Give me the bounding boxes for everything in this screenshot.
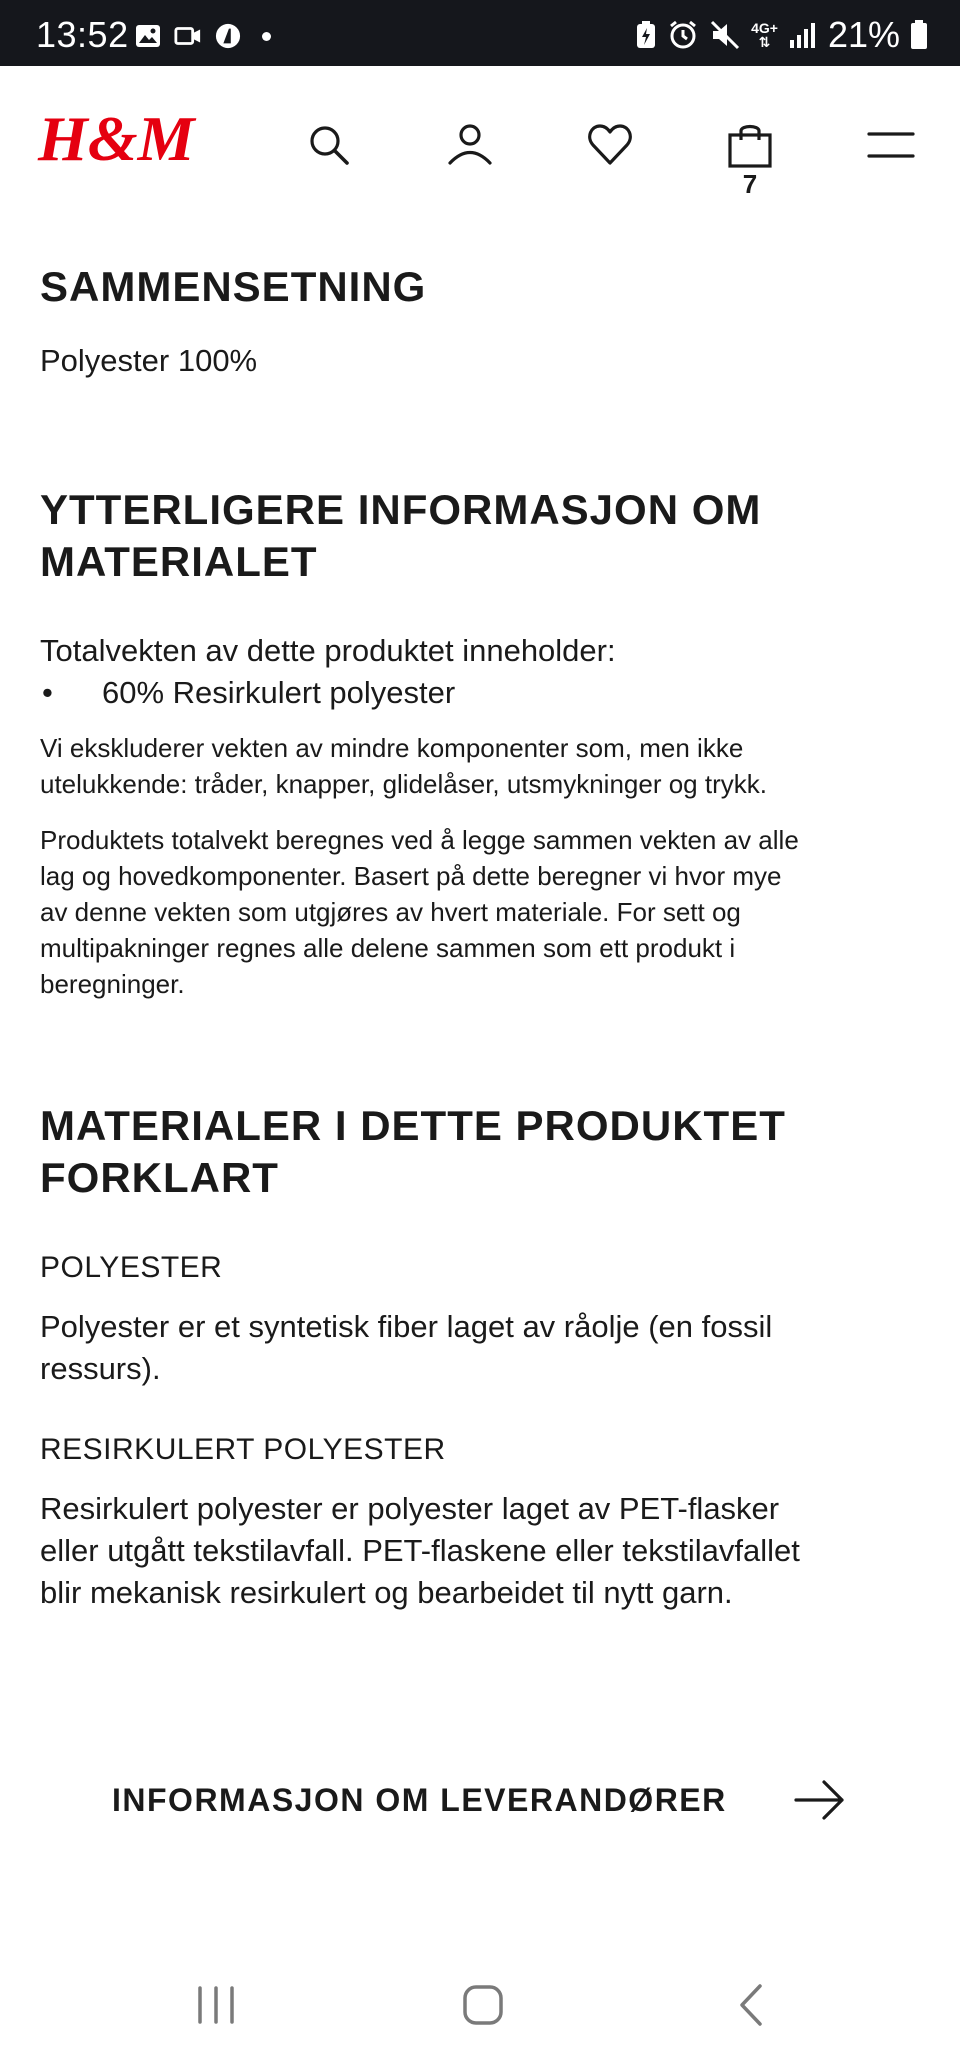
signal-icon [788,20,818,50]
recent-apps-icon[interactable] [186,1976,246,2036]
network-type: 4G+ ⇅ [751,20,778,50]
gallery-icon [134,23,162,49]
bag-icon[interactable] [725,120,775,170]
materials-explained-heading: MATERIALER I DETTE PRODUKTET FORKLART [40,1102,786,1201]
material-percentage: 60% Resirkulert polyester [102,675,456,710]
composition-value: Polyester 100% [40,343,258,378]
material-calculation-note: Produktets totalvekt beregnes ved å legge sammen vekten av alle lag og hovedkomponenter. Basert på dette beregner vi hvor mye av denne vekten som utgjøres av hvert materiale. For sett og multipakninger regnes alle delene sammen som ett produkt i beregninger. [40,825,799,999]
material-info-intro: Totalvekten av dette produktet inneholder: [40,633,616,668]
home-icon[interactable] [453,1976,513,2036]
bullet-symbol: • [42,675,53,710]
battery-percentage: 21% [827,14,900,55]
svg-text:H&M: H&M [38,103,195,174]
supplier-info-link[interactable] [112,1770,848,1830]
material-name-recycled-polyester: RESIRKULERT POLYESTER [40,1433,446,1466]
material-description-recycled-polyester: Resirkulert polyester er polyester laget av PET-flasker eller utgått tekstilavfall. PET-flaskene eller tekstilavfallet blir mekanisk resirkulert og bearbeidet til nytt garn. [40,1491,800,1610]
heart-icon[interactable] [585,120,635,170]
account-icon[interactable] [445,120,495,170]
material-description-polyester: Polyester er et syntetisk fiber laget av råolje (en fossil ressurs). [40,1309,773,1386]
material-exclusion-note: Vi ekskluderer vekten av mindre komponenter som, men ikke utelukkende: tråder, knapper, glidelåser, utsmykninger og trykk. [40,733,767,799]
search-icon[interactable] [304,120,354,170]
hm-logo[interactable] [38,103,195,174]
arrow-right-icon [792,1772,848,1828]
supplier-info-label: INFORMASJON OM LEVERANDØRER [112,1781,727,1818]
app-notification-icon [214,23,242,49]
mute-icon [709,19,741,51]
video-call-icon [174,23,202,49]
alarm-icon [667,19,699,51]
composition-heading: SAMMENSETNING [40,263,427,310]
list-item [40,672,920,714]
site-header [0,66,960,206]
product-materials-content [40,206,920,1614]
battery-saver-icon [635,20,657,50]
notification-dot [262,32,271,41]
status-time: 13:52 [36,14,129,55]
battery-icon [910,20,928,50]
material-name-polyester: POLYESTER [40,1251,223,1284]
system-navigation-bar [0,1950,960,2059]
menu-icon[interactable] [866,120,916,170]
status-bar [0,0,960,66]
material-info-heading: YTTERLIGERE INFORMASJON OM MATERIALET [40,486,762,585]
back-icon[interactable] [722,1976,782,2036]
bag-count-badge: 7 [742,169,758,199]
